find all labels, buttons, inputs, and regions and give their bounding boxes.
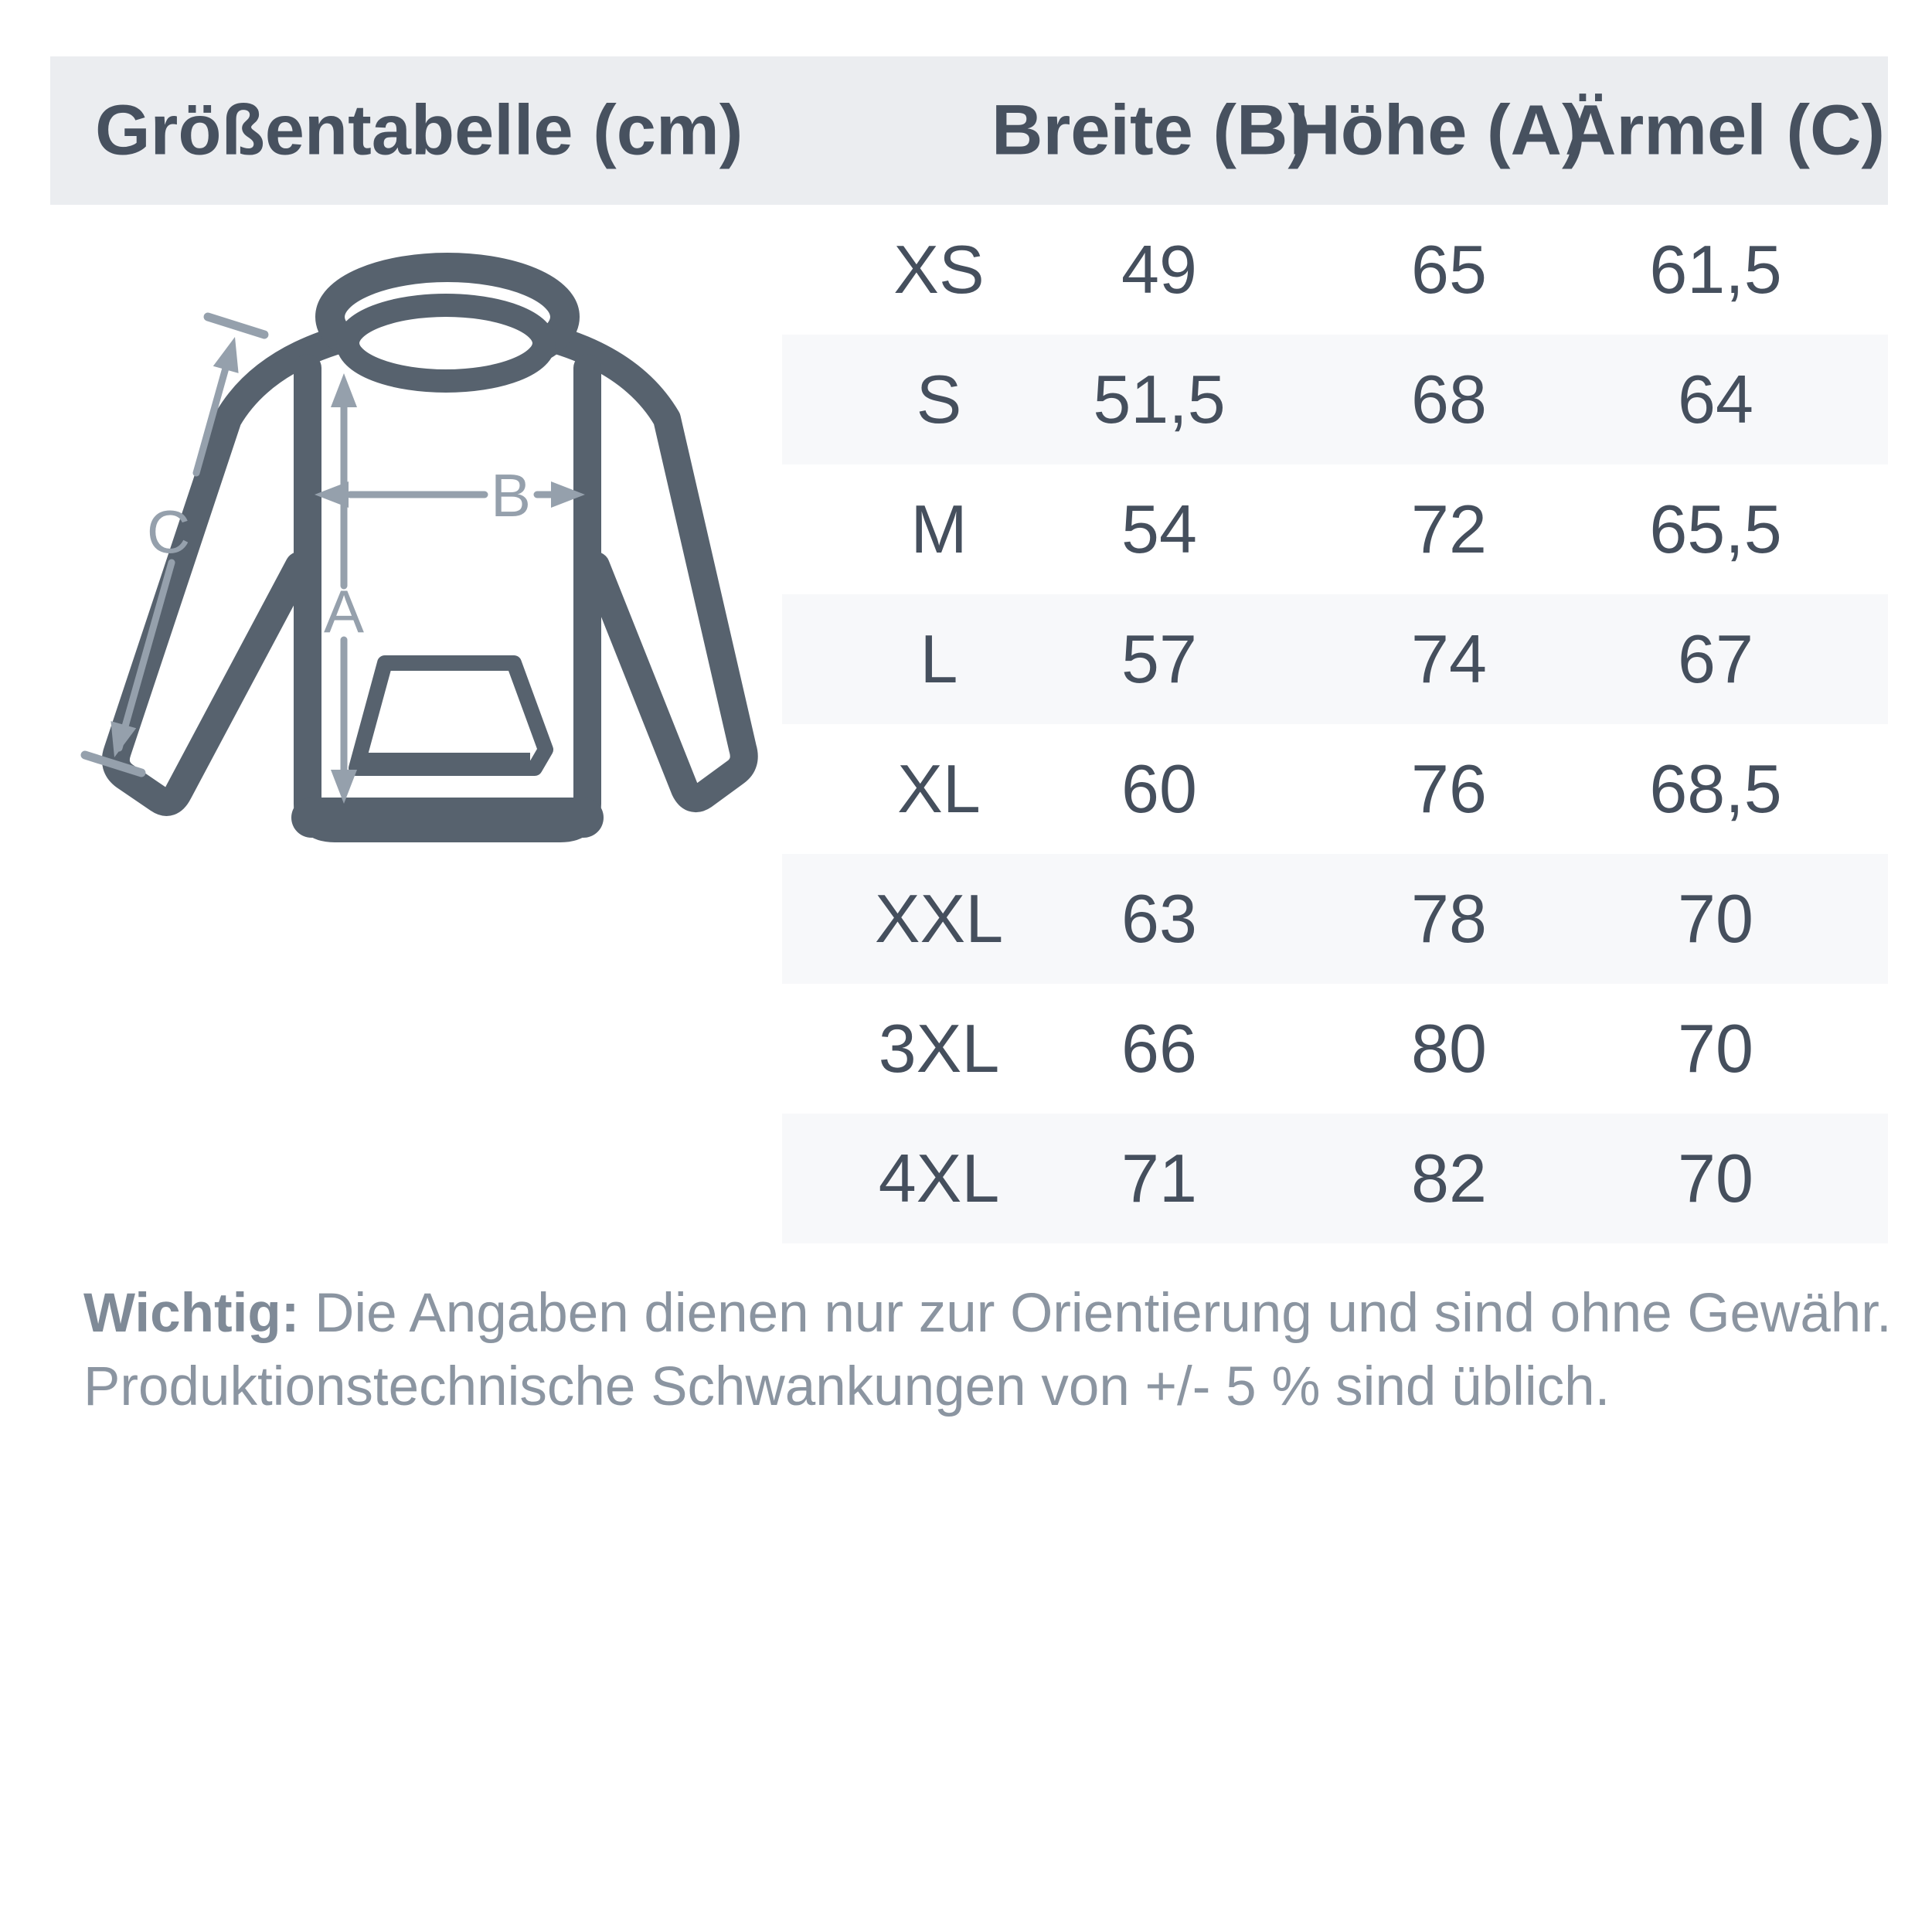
aermel-value: 67	[1678, 621, 1753, 697]
table-row	[782, 1114, 1888, 1243]
table-row	[782, 205, 1888, 335]
table-row	[782, 464, 1888, 594]
disclaimer-note	[83, 1277, 1892, 1423]
size-label: 4XL	[878, 1140, 1000, 1216]
hoehe-value: 72	[1411, 491, 1487, 567]
size-label: XS	[893, 231, 985, 308]
hoodie-measurement-diagram	[43, 216, 784, 858]
breite-value: 63	[1121, 880, 1197, 957]
page-title: Größentabelle (cm)	[95, 90, 743, 170]
aermel-value: 68,5	[1649, 750, 1782, 827]
aermel-value: 70	[1678, 1010, 1753, 1087]
column-header-breite: Breite (B)	[992, 90, 1312, 170]
size-label: XL	[897, 750, 981, 827]
aermel-value: 65,5	[1649, 491, 1782, 567]
tick-top	[208, 317, 264, 335]
size-label: S	[916, 361, 962, 437]
size-label: XXL	[874, 880, 1004, 957]
table-row	[782, 984, 1888, 1114]
note-important-label: Wichtig:	[83, 1283, 300, 1344]
breite-value: 57	[1121, 621, 1197, 697]
breite-value: 71	[1121, 1140, 1197, 1216]
hoehe-value: 82	[1411, 1140, 1487, 1216]
hoehe-value: 68	[1411, 361, 1487, 437]
aermel-value: 70	[1678, 880, 1753, 957]
aermel-value: 61,5	[1649, 231, 1782, 308]
hood-collar-ring	[348, 305, 544, 381]
table-row	[782, 854, 1888, 984]
hoehe-value: 65	[1411, 231, 1487, 308]
measure-label-b: B	[490, 461, 532, 529]
breite-value: 66	[1121, 1010, 1197, 1087]
aermel-value: 64	[1678, 361, 1753, 437]
size-label: L	[920, 621, 958, 697]
pocket	[356, 663, 546, 768]
aermel-value: 70	[1678, 1140, 1753, 1216]
breite-value: 49	[1121, 231, 1197, 308]
hoehe-value: 74	[1411, 621, 1487, 697]
size-label: M	[910, 491, 968, 567]
breite-value: 54	[1121, 491, 1197, 567]
size-label: 3XL	[878, 1010, 1000, 1087]
breite-value: 60	[1121, 750, 1197, 827]
breite-value: 51,5	[1093, 361, 1226, 437]
note-line2: Produktionstechnische Schwankungen von +/- 5 % sind üblich.	[83, 1356, 1611, 1418]
column-header-aermel: Ärmel (C)	[1565, 90, 1886, 170]
table-row	[782, 594, 1888, 724]
hoehe-value: 78	[1411, 880, 1487, 957]
measure-label-a: A	[323, 577, 365, 645]
table-row	[782, 335, 1888, 464]
size-table	[782, 205, 1888, 1243]
hoehe-value: 76	[1411, 750, 1487, 827]
column-header-hoehe: Höhe (A)	[1289, 90, 1586, 170]
table-header	[50, 56, 1888, 205]
table-row	[782, 724, 1888, 854]
hoodie-outline	[116, 267, 744, 828]
note-line1: Die Angaben dienen nur zur Orientierung und sind ohne Gewähr.	[299, 1283, 1892, 1344]
measure-label-c: C	[146, 498, 191, 566]
hoehe-value: 80	[1411, 1010, 1487, 1087]
